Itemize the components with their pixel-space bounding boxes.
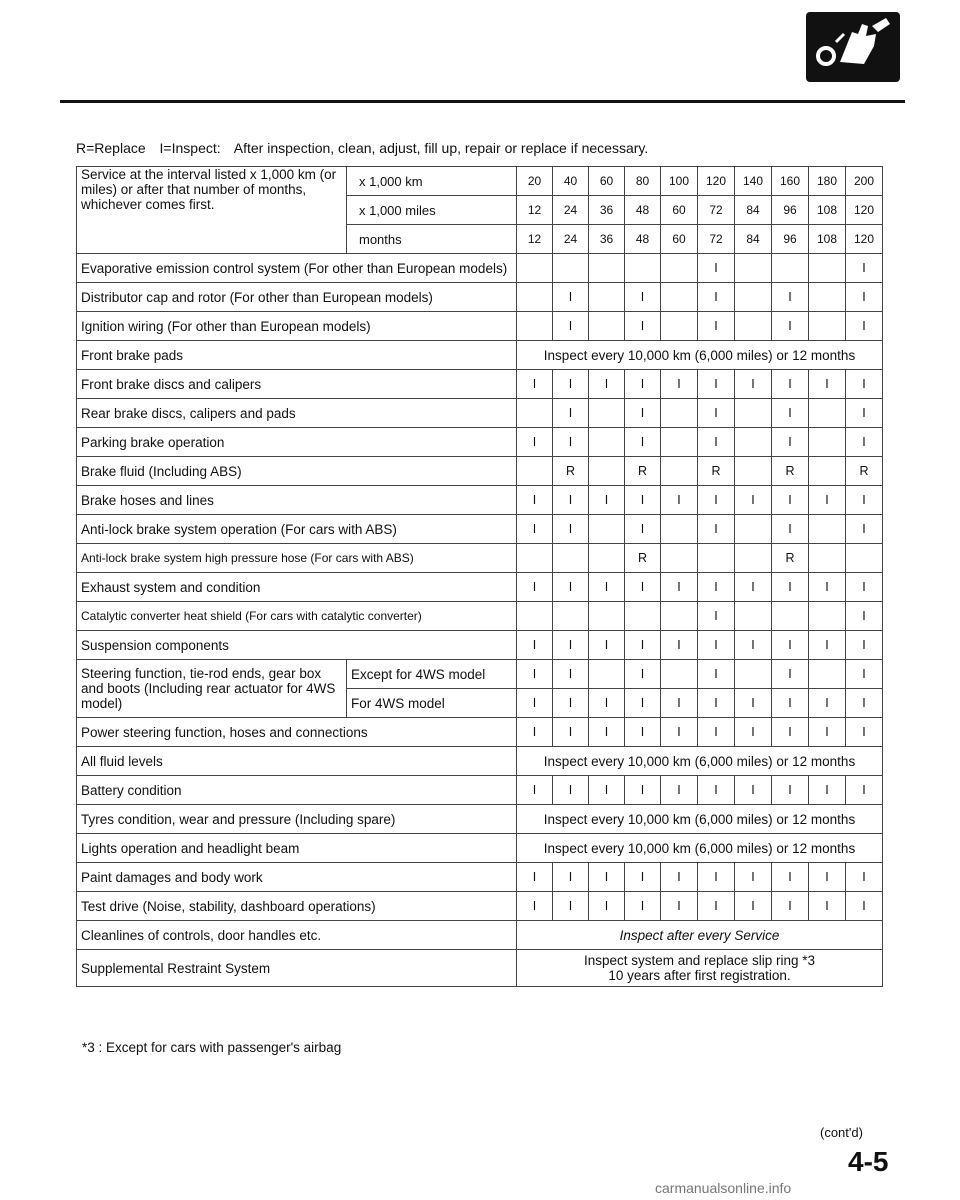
legend [76, 140, 658, 156]
schedule-cell [698, 544, 735, 573]
interval-value: 48 [625, 225, 661, 254]
schedule-cell: I [625, 312, 661, 341]
schedule-cell: I [517, 689, 553, 718]
item-label: Test drive (Noise, stability, dashboard operations) [77, 892, 517, 921]
schedule-row [77, 544, 883, 573]
schedule-cell: I [772, 718, 809, 747]
schedule-cell: I [846, 776, 883, 805]
schedule-cell: I [625, 486, 661, 515]
schedule-cell: I [698, 776, 735, 805]
schedule-cell [517, 283, 553, 312]
schedule-cell [772, 254, 809, 283]
interval-value: 200 [846, 167, 883, 196]
item-label: Front brake discs and calipers [77, 370, 517, 399]
schedule-cell [553, 544, 589, 573]
schedule-cell [661, 428, 698, 457]
schedule-cell [735, 312, 772, 341]
schedule-cell: I [589, 689, 625, 718]
section-logo-icon [806, 12, 900, 82]
schedule-cell: I [625, 428, 661, 457]
interval-value: 108 [809, 196, 846, 225]
schedule-cell [735, 457, 772, 486]
schedule-cell [517, 254, 553, 283]
schedule-cell: I [517, 631, 553, 660]
interval-value: 36 [589, 196, 625, 225]
watermark: carmanualsonline.info [655, 1180, 792, 1196]
schedule-row [77, 747, 883, 776]
schedule-cell [735, 428, 772, 457]
schedule-cell: I [698, 515, 735, 544]
schedule-cell: I [698, 428, 735, 457]
item-label: Ignition wiring (For other than European models) [77, 312, 517, 341]
schedule-cell: I [517, 370, 553, 399]
legend-text: After inspection, clean, adjust, fill up, repair or replace if necessary. [233, 140, 649, 156]
schedule-cell: I [846, 631, 883, 660]
interval-value: 84 [735, 225, 772, 254]
item-label: Paint damages and body work [77, 863, 517, 892]
schedule-cell: I [553, 776, 589, 805]
schedule-cell: R [625, 544, 661, 573]
schedule-cell: I [809, 573, 846, 602]
sub-item-label: For 4WS model [347, 689, 517, 718]
schedule-cell: I [846, 573, 883, 602]
schedule-cell: I [625, 573, 661, 602]
schedule-cell: I [698, 370, 735, 399]
schedule-row [77, 370, 883, 399]
schedule-cell: I [698, 892, 735, 921]
schedule-cell [809, 544, 846, 573]
schedule-cell: I [772, 515, 809, 544]
item-label: Rear brake discs, calipers and pads [77, 399, 517, 428]
item-note: Inspect system and replace slip ring *3 10 years after first registration. [517, 950, 883, 987]
schedule-cell [661, 660, 698, 689]
schedule-cell: I [698, 602, 735, 631]
schedule-cell [661, 399, 698, 428]
schedule-cell: I [698, 689, 735, 718]
schedule-cell: I [846, 486, 883, 515]
schedule-cell: I [772, 660, 809, 689]
schedule-cell: I [698, 573, 735, 602]
schedule-cell: I [625, 399, 661, 428]
schedule-cell: I [589, 486, 625, 515]
schedule-row [77, 399, 883, 428]
schedule-cell: I [772, 631, 809, 660]
schedule-cell: I [553, 486, 589, 515]
schedule-cell: I [517, 486, 553, 515]
schedule-cell: I [846, 254, 883, 283]
schedule-cell: I [517, 660, 553, 689]
schedule-row [77, 834, 883, 863]
item-label: Steering function, tie-rod ends, gear box and boots (Including rear actuator for 4WS model) [77, 660, 347, 718]
sub-item-label: Except for 4WS model [347, 660, 517, 689]
schedule-cell: I [772, 863, 809, 892]
schedule-cell: I [625, 515, 661, 544]
schedule-cell [735, 254, 772, 283]
schedule-cell: I [553, 312, 589, 341]
schedule-cell: I [589, 370, 625, 399]
schedule-cell [661, 515, 698, 544]
schedule-cell: I [553, 863, 589, 892]
schedule-cell [809, 399, 846, 428]
schedule-cell: I [661, 631, 698, 660]
schedule-cell: I [661, 486, 698, 515]
interval-value: 120 [846, 225, 883, 254]
schedule-cell [589, 283, 625, 312]
schedule-cell: I [846, 718, 883, 747]
schedule-cell: I [698, 863, 735, 892]
interval-value: 72 [698, 225, 735, 254]
interval-value: 84 [735, 196, 772, 225]
schedule-cell [809, 283, 846, 312]
schedule-cell [661, 457, 698, 486]
schedule-cell: I [517, 892, 553, 921]
schedule-cell: I [735, 486, 772, 515]
schedule-cell: I [661, 892, 698, 921]
item-note: Inspect every 10,000 km (6,000 miles) or 12 months [517, 747, 883, 776]
schedule-cell [735, 544, 772, 573]
schedule-cell: I [625, 283, 661, 312]
schedule-cell: R [772, 544, 809, 573]
schedule-row [77, 573, 883, 602]
schedule-cell: I [517, 863, 553, 892]
schedule-cell [661, 312, 698, 341]
schedule-cell: I [846, 370, 883, 399]
schedule-cell: I [698, 312, 735, 341]
interval-value: 24 [553, 196, 589, 225]
schedule-cell [517, 399, 553, 428]
schedule-cell: I [846, 428, 883, 457]
schedule-cell: I [698, 631, 735, 660]
schedule-cell [809, 254, 846, 283]
item-label: Anti-lock brake system operation (For cars with ABS) [77, 515, 517, 544]
schedule-cell [809, 457, 846, 486]
schedule-cell: I [553, 573, 589, 602]
schedule-cell: I [698, 254, 735, 283]
interval-value: 48 [625, 196, 661, 225]
item-label: Lights operation and headlight beam [77, 834, 517, 863]
schedule-cell [809, 312, 846, 341]
schedule-cell: I [698, 486, 735, 515]
schedule-cell: I [698, 283, 735, 312]
schedule-cell: I [735, 689, 772, 718]
schedule-cell: I [846, 660, 883, 689]
schedule-cell: I [517, 515, 553, 544]
schedule-cell: I [625, 776, 661, 805]
interval-value: 60 [661, 196, 698, 225]
schedule-cell: I [553, 428, 589, 457]
schedule-cell [589, 544, 625, 573]
schedule-cell: I [517, 776, 553, 805]
continued-label: (cont'd) [820, 1125, 863, 1140]
item-label: Brake hoses and lines [77, 486, 517, 515]
schedule-cell [661, 283, 698, 312]
item-label: Cleanlines of controls, door handles etc. [77, 921, 517, 950]
interval-value: 180 [809, 167, 846, 196]
schedule-row [77, 341, 883, 370]
schedule-cell: R [553, 457, 589, 486]
schedule-cell: I [661, 863, 698, 892]
schedule-cell: I [589, 631, 625, 660]
schedule-cell: I [772, 283, 809, 312]
schedule-cell: I [625, 892, 661, 921]
schedule-cell: I [846, 312, 883, 341]
schedule-cell [661, 254, 698, 283]
interval-value: 60 [589, 167, 625, 196]
interval-value: 12 [517, 225, 553, 254]
item-note: Inspect every 10,000 km (6,000 miles) or 12 months [517, 341, 883, 370]
schedule-cell: I [553, 631, 589, 660]
maintenance-schedule-table [76, 166, 883, 987]
interval-value: 140 [735, 167, 772, 196]
schedule-row [77, 660, 883, 689]
schedule-cell [661, 544, 698, 573]
schedule-cell [517, 457, 553, 486]
schedule-cell: I [846, 399, 883, 428]
schedule-cell: I [661, 689, 698, 718]
interval-value: 108 [809, 225, 846, 254]
schedule-cell [735, 515, 772, 544]
interval-value: 36 [589, 225, 625, 254]
item-label: All fluid levels [77, 747, 517, 776]
item-label: Tyres condition, wear and pressure (Including spare) [77, 805, 517, 834]
schedule-cell: I [809, 631, 846, 660]
schedule-cell: I [661, 573, 698, 602]
schedule-row [77, 312, 883, 341]
schedule-row [77, 805, 883, 834]
schedule-cell: I [809, 689, 846, 718]
schedule-cell [846, 544, 883, 573]
schedule-cell: I [846, 689, 883, 718]
schedule-cell [735, 602, 772, 631]
header-rule [60, 100, 905, 103]
schedule-cell: I [589, 573, 625, 602]
schedule-cell: I [809, 718, 846, 747]
schedule-cell [517, 602, 553, 631]
interval-value: 12 [517, 196, 553, 225]
schedule-cell [589, 602, 625, 631]
schedule-cell [553, 602, 589, 631]
schedule-cell: I [735, 892, 772, 921]
schedule-cell [589, 428, 625, 457]
interval-value: 100 [661, 167, 698, 196]
schedule-cell: I [553, 718, 589, 747]
schedule-row [77, 776, 883, 805]
schedule-cell: I [735, 370, 772, 399]
schedule-cell: I [735, 776, 772, 805]
schedule-cell: I [625, 660, 661, 689]
interval-value: 160 [772, 167, 809, 196]
schedule-cell [735, 399, 772, 428]
schedule-cell [517, 312, 553, 341]
schedule-cell: I [698, 660, 735, 689]
schedule-cell [589, 399, 625, 428]
schedule-cell: I [517, 573, 553, 602]
schedule-cell: I [772, 370, 809, 399]
schedule-cell: I [589, 892, 625, 921]
schedule-cell: I [698, 718, 735, 747]
schedule-cell: I [735, 718, 772, 747]
schedule-cell: I [772, 428, 809, 457]
schedule-cell [809, 515, 846, 544]
schedule-cell: I [809, 370, 846, 399]
schedule-cell [589, 515, 625, 544]
item-label: Exhaust system and condition [77, 573, 517, 602]
item-label: Evaporative emission control system (For other than European models) [77, 254, 517, 283]
schedule-cell [809, 428, 846, 457]
schedule-cell: I [846, 602, 883, 631]
schedule-cell: I [809, 486, 846, 515]
schedule-cell [625, 602, 661, 631]
schedule-cell: I [846, 283, 883, 312]
legend-inspect: I=Inspect: [159, 140, 221, 156]
schedule-cell: I [846, 863, 883, 892]
schedule-cell: I [661, 776, 698, 805]
schedule-cell: R [846, 457, 883, 486]
interval-value: 96 [772, 196, 809, 225]
schedule-cell [809, 602, 846, 631]
page-number: 4-5 [848, 1146, 889, 1177]
schedule-row [77, 283, 883, 312]
schedule-cell: I [846, 892, 883, 921]
schedule-cell [735, 283, 772, 312]
schedule-cell: I [772, 399, 809, 428]
interval-value: 96 [772, 225, 809, 254]
schedule-cell: I [809, 892, 846, 921]
schedule-cell: I [772, 776, 809, 805]
schedule-cell: I [772, 312, 809, 341]
schedule-row [77, 254, 883, 283]
schedule-cell: I [517, 428, 553, 457]
item-label: Battery condition [77, 776, 517, 805]
item-label: Catalytic converter heat shield (For cars with catalytic converter) [77, 602, 517, 631]
schedule-cell: I [553, 370, 589, 399]
item-label: Power steering function, hoses and connections [77, 718, 517, 747]
interval-value: 120 [698, 167, 735, 196]
interval-row [77, 167, 883, 196]
interval-value: 120 [846, 196, 883, 225]
schedule-cell: I [809, 863, 846, 892]
schedule-cell: I [772, 486, 809, 515]
schedule-cell [589, 660, 625, 689]
schedule-cell: I [553, 892, 589, 921]
schedule-cell: I [698, 399, 735, 428]
schedule-row [77, 863, 883, 892]
schedule-cell [553, 254, 589, 283]
schedule-cell: R [698, 457, 735, 486]
interval-value: 20 [517, 167, 553, 196]
legend-replace: R=Replace [76, 140, 146, 156]
schedule-cell [809, 660, 846, 689]
interval-value: 24 [553, 225, 589, 254]
item-label: Front brake pads [77, 341, 517, 370]
item-note: Inspect every 10,000 km (6,000 miles) or 12 months [517, 805, 883, 834]
schedule-cell [589, 254, 625, 283]
schedule-cell [661, 602, 698, 631]
interval-unit: months [347, 225, 517, 254]
schedule-cell [625, 254, 661, 283]
interval-value: 60 [661, 225, 698, 254]
schedule-cell: I [553, 283, 589, 312]
schedule-cell: I [589, 776, 625, 805]
schedule-row [77, 602, 883, 631]
schedule-cell [735, 660, 772, 689]
schedule-cell [517, 544, 553, 573]
schedule-cell: I [553, 515, 589, 544]
schedule-cell [589, 312, 625, 341]
footnote: *3 : Except for cars with passenger's airbag [82, 1040, 342, 1055]
schedule-row [77, 950, 883, 987]
schedule-cell: I [772, 689, 809, 718]
schedule-cell: I [553, 399, 589, 428]
schedule-row [77, 428, 883, 457]
schedule-cell: I [735, 863, 772, 892]
schedule-cell: I [625, 718, 661, 747]
interval-value: 72 [698, 196, 735, 225]
schedule-cell: I [589, 718, 625, 747]
schedule-cell: I [661, 718, 698, 747]
schedule-cell: I [772, 892, 809, 921]
item-label: Distributor cap and rotor (For other than European models) [77, 283, 517, 312]
schedule-row [77, 515, 883, 544]
interval-value: 40 [553, 167, 589, 196]
item-label: Brake fluid (Including ABS) [77, 457, 517, 486]
interval-unit: x 1,000 miles [347, 196, 517, 225]
schedule-cell: R [625, 457, 661, 486]
schedule-cell: I [589, 863, 625, 892]
schedule-cell: I [809, 776, 846, 805]
schedule-cell: I [553, 660, 589, 689]
item-note: Inspect every 10,000 km (6,000 miles) or 12 months [517, 834, 883, 863]
schedule-cell: I [553, 689, 589, 718]
schedule-cell [772, 602, 809, 631]
schedule-cell: I [772, 573, 809, 602]
schedule-cell: R [772, 457, 809, 486]
interval-intro: Service at the interval listed x 1,000 km (or miles) or after that number of months, whichever comes first. [77, 167, 347, 254]
schedule-cell: I [735, 631, 772, 660]
schedule-cell [589, 457, 625, 486]
schedule-cell: I [517, 718, 553, 747]
schedule-row [77, 486, 883, 515]
item-label: Parking brake operation [77, 428, 517, 457]
item-label: Anti-lock brake system high pressure hose (For cars with ABS) [77, 544, 517, 573]
schedule-row [77, 457, 883, 486]
schedule-row [77, 718, 883, 747]
schedule-cell: I [846, 515, 883, 544]
schedule-cell: I [661, 370, 698, 399]
interval-unit: x 1,000 km [347, 167, 517, 196]
item-label: Supplemental Restraint System [77, 950, 517, 987]
schedule-row [77, 892, 883, 921]
schedule-cell: I [735, 573, 772, 602]
item-note: Inspect after every Service [517, 921, 883, 950]
schedule-cell: I [625, 631, 661, 660]
schedule-cell: I [625, 689, 661, 718]
schedule-row [77, 631, 883, 660]
schedule-cell: I [625, 370, 661, 399]
schedule-row [77, 921, 883, 950]
item-label: Suspension components [77, 631, 517, 660]
interval-value: 80 [625, 167, 661, 196]
schedule-cell: I [625, 863, 661, 892]
